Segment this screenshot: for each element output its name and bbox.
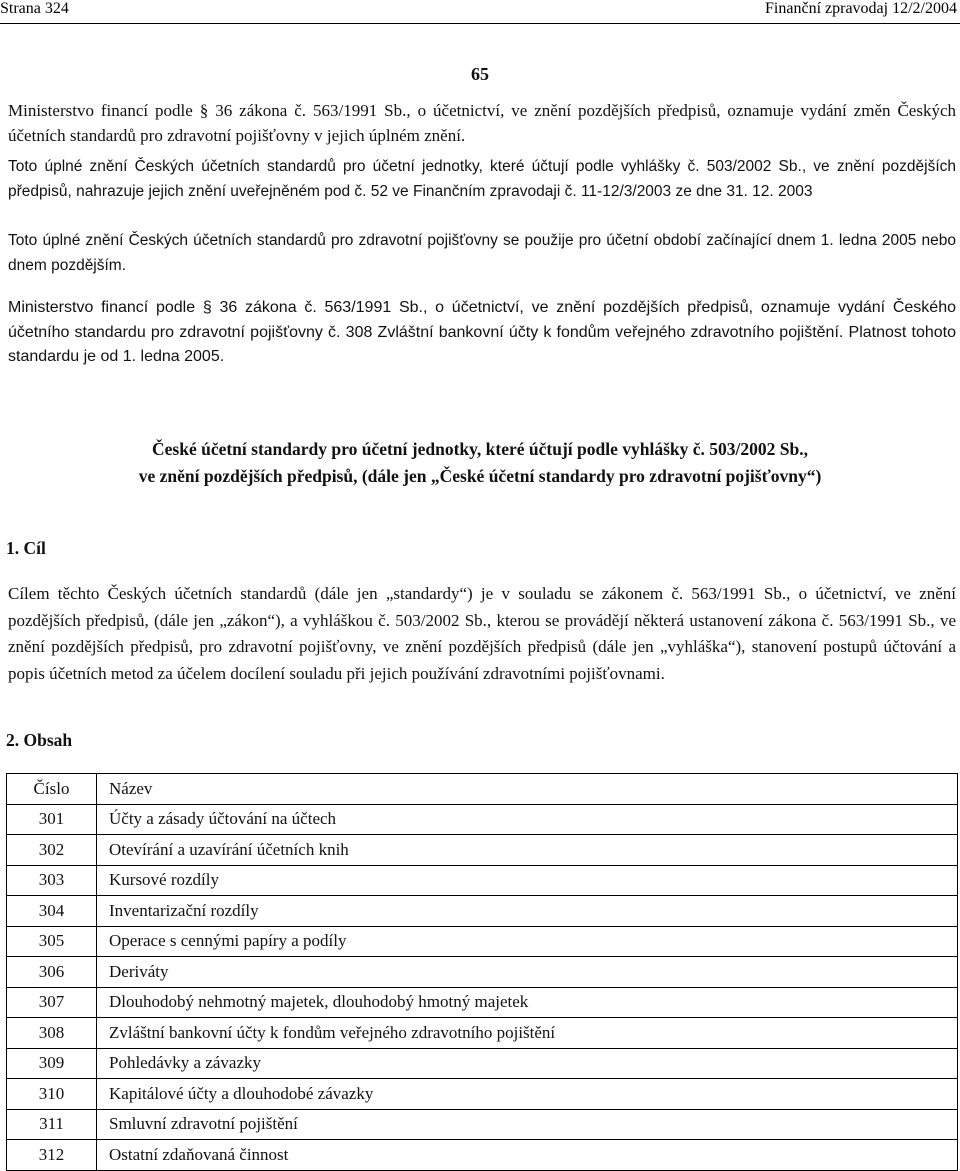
document-title xyxy=(0,436,960,490)
table-row xyxy=(7,1018,958,1049)
contents-table xyxy=(6,773,958,1171)
table-row xyxy=(7,1048,958,1079)
standard-name: Operace s cennými papíry a podíly xyxy=(97,926,958,957)
standard-number: 312 xyxy=(7,1140,97,1171)
page-header xyxy=(0,0,960,24)
intro-paragraph-1: Ministerstvo financí podle § 36 zákona č. 563/1991 Sb., o účetnictví, ve znění pozdějších předpisů, oznamuje vydání změn Českých účetních standardů pro zdravotní pojišťovny v jejich úplném znění. xyxy=(8,101,956,145)
header-divider xyxy=(0,23,960,24)
standard-name: Ostatní zdaňovaná činnost xyxy=(97,1140,958,1171)
column-header-number: Číslo xyxy=(7,774,97,805)
table-row xyxy=(7,987,958,1018)
table-row xyxy=(7,1140,958,1171)
intro-paragraph-2: Toto úplné znění Českých účetních standardů pro účetní jednotky, které účtují podle vyhlášky č. 503/2002 Sb., ve znění pozdějších předpisů, nahrazuje jejich znění uveřejněném pod č. 52 ve Finančním zpravodaji č. 11-12/3/2003 ze dne 31. 12. 2003 xyxy=(8,158,956,200)
standard-number: 305 xyxy=(7,926,97,957)
standard-name: Otevírání a uzavírání účetních knih xyxy=(97,835,958,866)
standard-name: Účty a zásady účtování na účtech xyxy=(97,804,958,835)
section-heading-obsah: 2. Obsah xyxy=(6,730,73,750)
section-cil-text: Cílem těchto Českých účetních standardů (dále jen „standardy“) je v souladu se zákonem č. 563/1991 Sb., o účetnictví, ve znění pozdějších předpisů, (dále jen „zákon“), a vyhláškou č. 503/2002 Sb., kterou se provádějí některá ustanovení zákona č. 563/1991 Sb., ve znění pozdějších předpisů, pro zdravotní pojišťovny, ve znění pozdějších předpisů (dále jen „vyhláška“), stanovení postupů účtování a popis účetních metod za účelem docílení souladu při jejich používání zdravotními pojišťovnami. xyxy=(8,584,956,683)
standard-name: Inventarizační rozdíly xyxy=(97,896,958,927)
standard-number: 310 xyxy=(7,1079,97,1110)
intro-paragraph-4: Ministerstvo financí podle § 36 zákona č. 563/1991 Sb., o účetnictví, ve znění pozdějších předpisů, oznamuje vydání Českého účetního standardu pro zdravotní pojišťovny č. 308 Zvláštní bankovní účty k fondům veřejného zdravotního pojištění. Platnost tohoto standardu je od 1. ledna 2005. xyxy=(8,299,956,365)
table-row xyxy=(7,865,958,896)
table-row xyxy=(7,804,958,835)
decree-number: 65 xyxy=(471,64,489,84)
standard-name: Deriváty xyxy=(97,957,958,988)
table-row xyxy=(7,896,958,927)
title-line-2: ve znění pozdějších předpisů, (dále jen „České účetní standardy pro zdravotní pojišťovny“) xyxy=(138,466,822,486)
standard-name: Smluvní zdravotní pojištění xyxy=(97,1109,958,1140)
table-row xyxy=(7,835,958,866)
standard-number: 301 xyxy=(7,804,97,835)
standard-number: 311 xyxy=(7,1109,97,1140)
standard-name: Pohledávky a závazky xyxy=(97,1048,958,1079)
journal-issue: Finanční zpravodaj 12/2/2004 xyxy=(765,0,957,17)
title-line-1: České účetní standardy pro účetní jednotky, které účtují podle vyhlášky č. 503/2002 Sb., xyxy=(152,439,808,459)
standard-number: 302 xyxy=(7,835,97,866)
standard-number: 308 xyxy=(7,1018,97,1049)
table-row xyxy=(7,926,958,957)
standard-number: 307 xyxy=(7,987,97,1018)
table-row xyxy=(7,957,958,988)
table-header-row xyxy=(7,774,958,805)
section-heading-cil: 1. Cíl xyxy=(6,538,46,558)
table-row xyxy=(7,1079,958,1110)
standard-name: Zvláštní bankovní účty k fondům veřejného zdravotního pojištění xyxy=(97,1018,958,1049)
page-number: Strana 324 xyxy=(0,0,69,17)
standard-number: 304 xyxy=(7,896,97,927)
standard-name: Dlouhodobý nehmotný majetek, dlouhodobý hmotný majetek xyxy=(97,987,958,1018)
table-row xyxy=(7,1109,958,1140)
standard-number: 309 xyxy=(7,1048,97,1079)
intro-paragraph-3: Toto úplné znění Českých účetních standardů pro zdravotní pojišťovny se použije pro účetní období začínající dnem 1. ledna 2005 nebo dnem pozdějším. xyxy=(8,232,956,274)
standard-number: 303 xyxy=(7,865,97,896)
column-header-name: Název xyxy=(97,774,958,805)
standard-name: Kapitálové účty a dlouhodobé závazky xyxy=(97,1079,958,1110)
standard-number: 306 xyxy=(7,957,97,988)
standard-name: Kursové rozdíly xyxy=(97,865,958,896)
